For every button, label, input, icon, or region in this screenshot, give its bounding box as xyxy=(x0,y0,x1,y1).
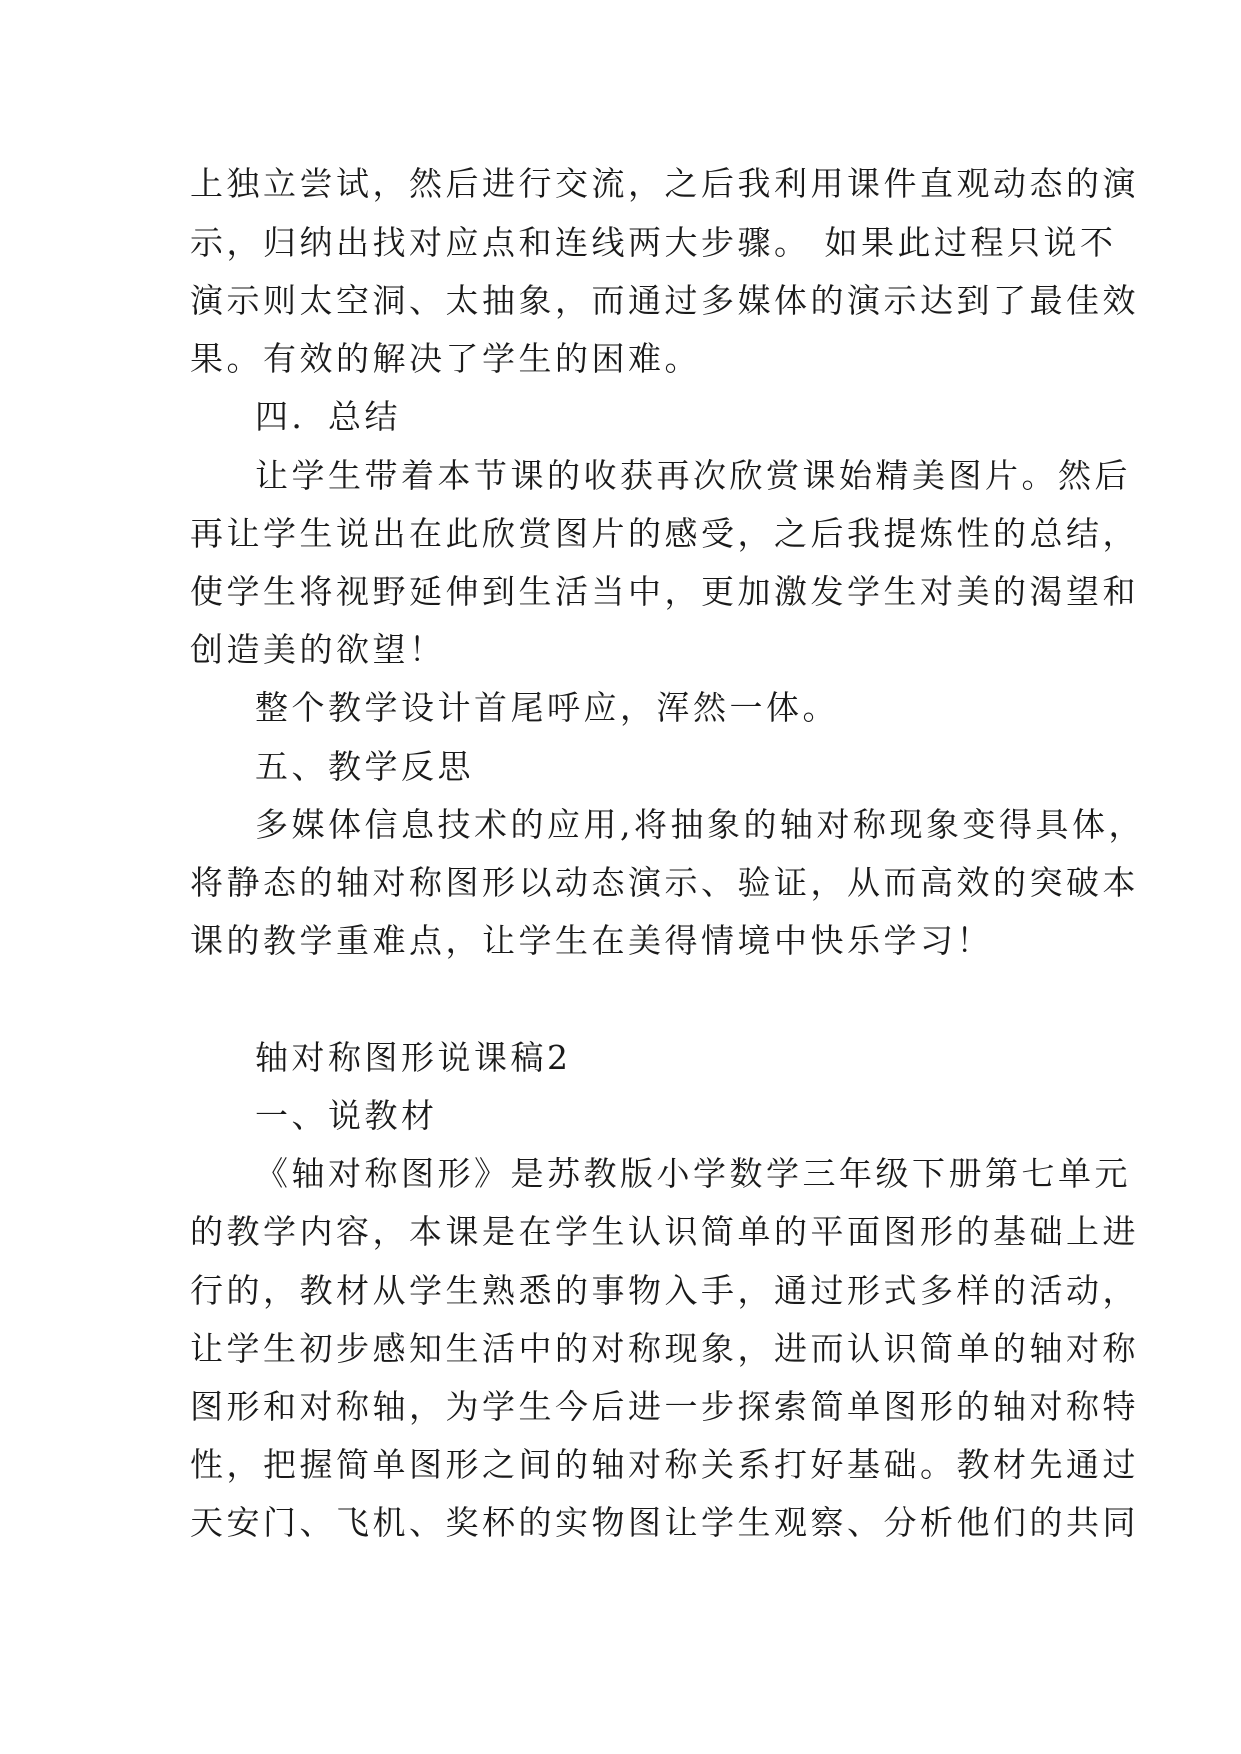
section-heading: 四．总结 xyxy=(255,397,401,436)
section-heading: 五、教学反思 xyxy=(255,747,474,786)
text-line: 多媒体信息技术的应用,将抽象的轴对称现象变得具体， xyxy=(255,805,1145,844)
text-line: 示，归纳出找对应点和连线两大步骤。 如果此过程只说不 xyxy=(190,223,1117,262)
text-line: 课的教学重难点，让学生在美得情境中快乐学习！ xyxy=(190,921,993,960)
text-line: 使学生将视野延伸到生活当中，更加激发学生对美的渴望和 xyxy=(190,572,1139,611)
section-heading: 一、说教材 xyxy=(255,1096,438,1135)
text-line: 让学生初步感知生活中的对称现象，进而认识简单的轴对称 xyxy=(190,1329,1139,1368)
text-line: 图形和对称轴，为学生今后进一步探索简单图形的轴对称特 xyxy=(190,1387,1139,1426)
text-line: 再让学生说出在此欣赏图片的感受，之后我提炼性的总结， xyxy=(190,514,1139,553)
text-line: 让学生带着本节课的收获再次欣赏课始精美图片。然后 xyxy=(255,456,1131,495)
text-line: 天安门、飞机、奖杯的实物图让学生观察、分析他们的共同 xyxy=(190,1503,1139,1542)
text-line: 将静态的轴对称图形以动态演示、验证，从而高效的突破本 xyxy=(190,863,1139,902)
text-line: 演示则太空洞、太抽象，而通过多媒体的演示达到了最佳效 xyxy=(190,281,1139,320)
text-line: 整个教学设计首尾呼应，浑然一体。 xyxy=(255,688,839,727)
text-line: 性，把握简单图形之间的轴对称关系打好基础。教材先通过 xyxy=(190,1445,1139,1484)
document-title: 轴对称图形说课稿2 xyxy=(255,1038,572,1077)
text-line: 创造美的欲望！ xyxy=(190,630,446,669)
text-line: 上独立尝试，然后进行交流，之后我利用课件直观动态的演 xyxy=(190,164,1139,203)
text-line: 果。有效的解决了学生的困难。 xyxy=(190,339,701,378)
text-line: 《轴对称图形》是苏教版小学数学三年级下册第七单元 xyxy=(255,1154,1131,1193)
text-line: 行的，教材从学生熟悉的事物入手，通过形式多样的活动， xyxy=(190,1271,1139,1310)
text-line: 的教学内容，本课是在学生认识简单的平面图形的基础上进 xyxy=(190,1212,1139,1251)
